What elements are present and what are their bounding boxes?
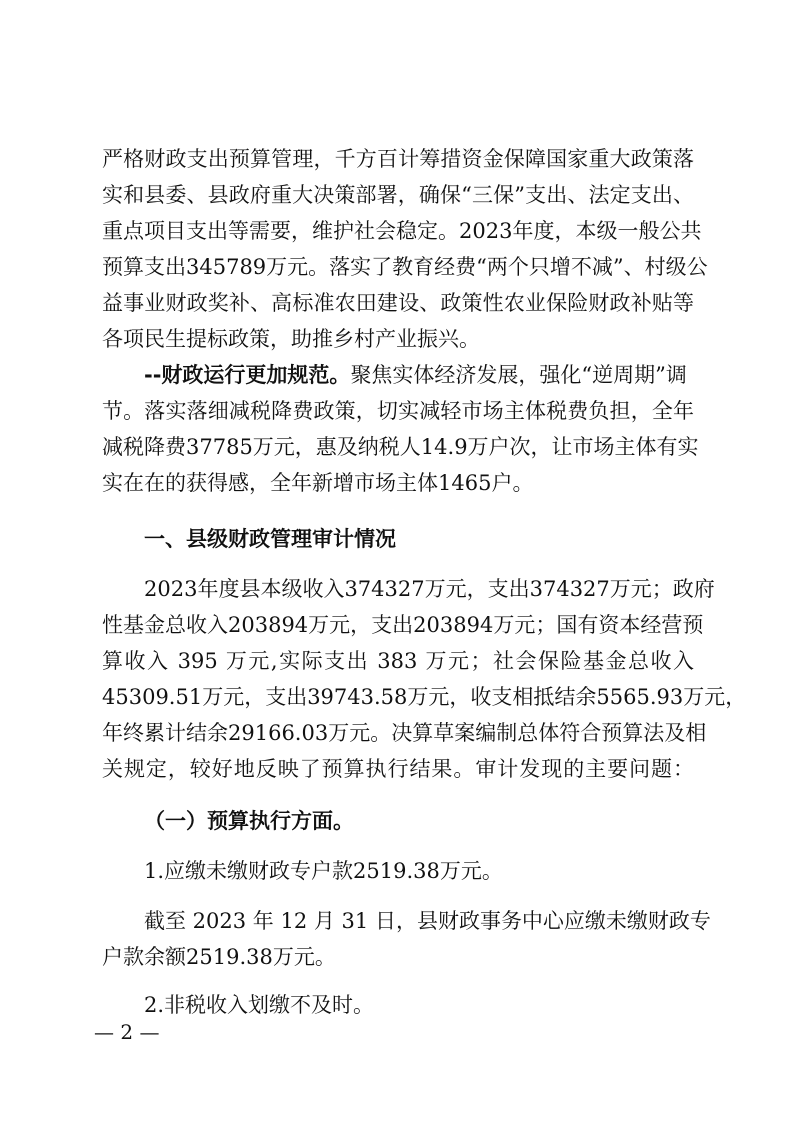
paragraph-line: 各项民生提标政策，助推乡村产业振兴。 xyxy=(102,327,480,351)
paragraph-line: 重点项目支出等需要，维护社会稳定。2023年度，本级一般公共 xyxy=(102,219,702,243)
paragraph-line: 严格财政支出预算管理，千方百计筹措资金保障国家重大政策落 xyxy=(102,147,694,171)
paragraph-line: 节。落实落细减税降费政策，切实减轻市场主体税费负担，全年 xyxy=(102,399,694,423)
paragraph-line: 预算支出345789万元。落实了教育经费“两个只增不减”、村级公 xyxy=(102,255,708,279)
paragraph-line: 45309.51万元，支出39743.58万元，收支相抵结余5565.93万元， xyxy=(102,685,747,709)
paragraph-line: 截至 2023 年 12 月 31 日，县财政事务中心应缴未缴财政专 xyxy=(144,909,711,933)
paragraph-line: 益事业财政奖补、高标准农田建设、政策性农业保险财政补贴等 xyxy=(102,291,694,315)
paragraph-line: 关规定，较好地反映了预算执行结果。审计发现的主要问题： xyxy=(102,757,694,781)
section-heading: 一、县级财政管理审计情况 xyxy=(144,527,396,551)
paragraph-line: 户款余额2519.38万元。 xyxy=(102,945,336,969)
paragraph-line: 算收入 395 万元,实际支出 383 万元；社会保险基金总收入 xyxy=(102,649,694,673)
paragraph-lead: --财政运行更加规范。 xyxy=(144,363,351,387)
paragraph-line: 2023年度县本级收入374327万元，支出374327万元；政府 xyxy=(144,577,715,601)
paragraph-line: 年终累计结余29166.03万元。决算草案编制总体符合预算法及相 xyxy=(102,721,707,745)
paragraph-line: 减税降费37785万元，惠及纳税人14.9万户次，让市场主体有实 xyxy=(102,435,699,459)
paragraph-line: 实在在的获得感，全年新增市场主体1465户。 xyxy=(102,471,534,495)
item-title: 2.非税收入划缴不及时。 xyxy=(144,993,375,1017)
page-number: — 2 — xyxy=(94,1020,160,1044)
item-title: 1.应缴未缴财政专户款2519.38万元。 xyxy=(144,859,503,883)
subheading: （一）预算执行方面。 xyxy=(144,809,354,833)
paragraph-line: 实和县委、县政府重大决策部署，确保“三保”支出、法定支出、 xyxy=(102,183,694,207)
paragraph-line: 性基金总收入203894万元，支出203894万元；国有资本经营预 xyxy=(102,613,704,637)
paragraph-line xyxy=(144,357,687,393)
paragraph-text: 聚焦实体经济发展，强化“逆周期”调 xyxy=(350,363,687,387)
